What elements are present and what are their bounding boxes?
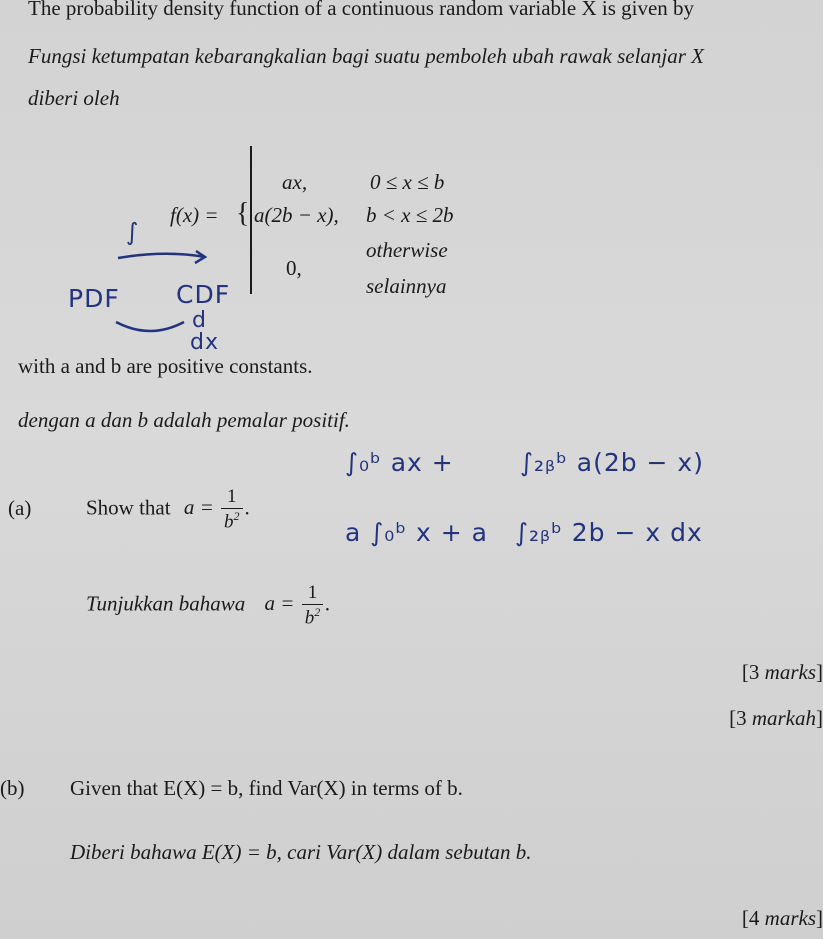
fraction-numerator-ms: 1 [302, 582, 324, 605]
handwritten-dx: dx [190, 330, 219, 355]
fraction-denominator-ms: $b^2$ [304, 605, 321, 629]
pdf-case2-expr: a(2b − x), [254, 203, 339, 227]
part-a-lhs: a = [183, 495, 214, 520]
pdf-case3-expr: 0, [286, 256, 302, 280]
handwritten-line2a: a ∫₀ᵇ x + a [345, 518, 488, 547]
handwritten-cdf: CDF [176, 280, 231, 309]
part-a-text-ms: Tunjukkan bahawa [86, 591, 246, 616]
part-a-marks-ms: [3 markah] [729, 706, 823, 730]
fraction-numerator: 1 [221, 486, 243, 509]
pdf-case1-cond: 0 ≤ x ≤ b [370, 170, 445, 194]
part-b-label: (b) [0, 776, 25, 800]
fraction-denominator: $b^2$ [224, 509, 240, 533]
intro-ms-line2: diberi oleh [28, 86, 120, 110]
part-a-statement-ms: Tunjukkan bahawa a = $\frac{1}{b^2}$ . [86, 582, 331, 629]
part-a-fraction [221, 486, 243, 533]
part-a-marks-en: [3 marks] [741, 660, 823, 684]
handwritten-integral: ∫ [126, 218, 140, 246]
constants-en: with a and b are positive constants. [18, 354, 313, 378]
pdf-case3-cond-en: otherwise [366, 238, 448, 262]
handwritten-line1b: ∫₂ᵦᵇ a(2b − x) [520, 448, 704, 477]
pdf-lhs: f(x) = [170, 203, 219, 227]
handwritten-d: d [192, 308, 207, 333]
part-a-label: (a) [8, 496, 32, 520]
part-a-statement: Show that a = $\frac{1}{b^2}$ . [86, 486, 250, 533]
intro-en: The probability density function of a continuous random variable X is given by [28, 0, 695, 20]
pdf-case1-expr: ax, [282, 170, 308, 194]
handwritten-line2b: ∫₂ᵦᵇ 2b − x dx [515, 518, 703, 547]
intro-ms-line1: Fungsi ketumpatan kebarangkalian bagi suatu pemboleh ubah rawak selanjar X [28, 44, 705, 68]
constants-ms: dengan a dan b adalah pemalar positif. [18, 408, 350, 432]
handwritten-line1a: ∫₀ᵇ ax + [345, 448, 454, 477]
part-b-marks: [4 marks] [741, 906, 823, 930]
handwritten-pdf: PDF [68, 284, 120, 313]
pdf-brace: { [236, 198, 250, 229]
pdf-case2-cond: b < x ≤ 2b [366, 203, 454, 227]
pdf-case3-cond-ms: selainnya [366, 274, 447, 298]
part-a-text-en: Show that [86, 495, 171, 520]
part-b-en: Given that E(X) = b, find Var(X) in terms of b. [70, 776, 463, 800]
part-b-ms: Diberi bahawa E(X) = b, cari Var(X) dalam sebutan b. [70, 840, 532, 864]
part-a-lhs-ms: a = [264, 591, 295, 616]
part-a-fraction-ms [302, 582, 324, 629]
